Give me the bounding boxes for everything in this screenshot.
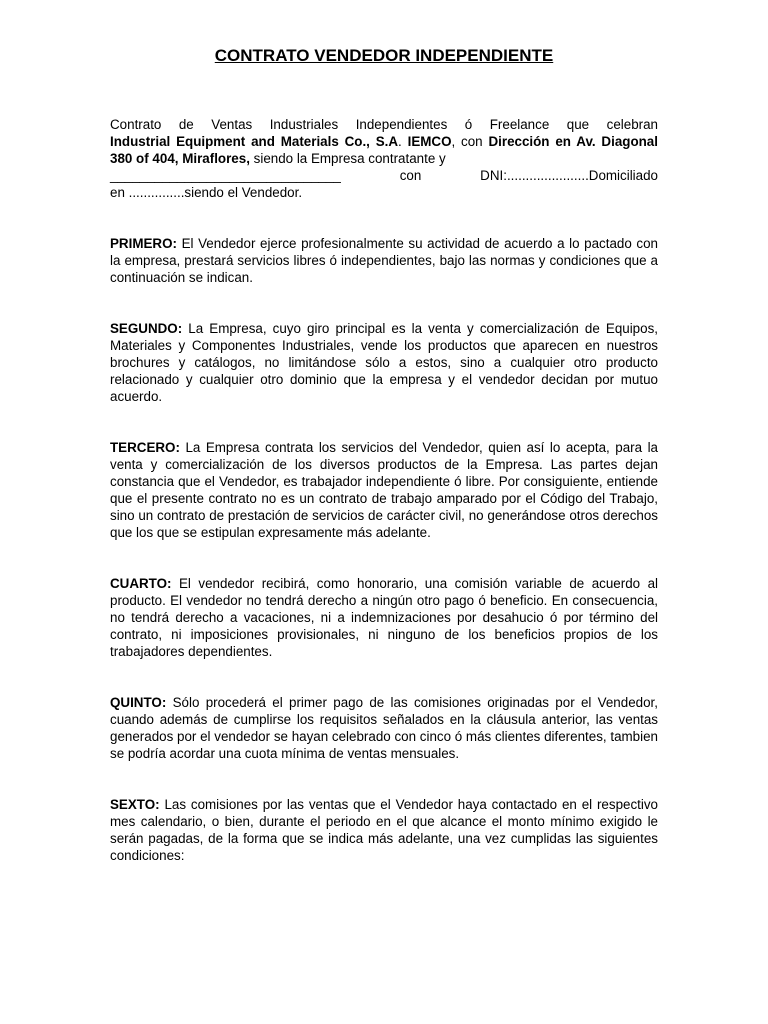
clause-text: La Empresa, cuyo giro principal es la venta y comercialización de Equipos, Materiales y Componentes Industriales, vende los productos que aparecen en nuestros brochures y catálogos, no limitándose sólo a estos, sino a cualquier otro producto relacionado y cualquier otro dominio que la empresa y el vendedor decidan por mutuo acuerdo. bbox=[110, 321, 658, 404]
spacer bbox=[110, 762, 658, 796]
clause-tercero bbox=[110, 439, 658, 541]
intro-lines-2-3 bbox=[110, 133, 658, 167]
spacer bbox=[110, 286, 658, 320]
intro-sep-2: , con bbox=[451, 134, 489, 149]
vendor-name-blank: _______________________________ bbox=[110, 168, 341, 183]
address-label: Dirección en Av. Diagonal 380 of 404, Miraflores, bbox=[110, 134, 658, 166]
spacer bbox=[110, 541, 658, 575]
clause-text: El vendedor recibirá, como honorario, una comisión variable de acuerdo al producto. El vendedor no tendrá derecho a ningún otro pago ó beneficio. En consecuencia, no tendrá derecho a vacaciones, ni a indemnizaciones por desahucio ó por término del contrato, ni imposiciones provisionales, ni ninguno de los beneficios propios de los trabajadores dependientes. bbox=[110, 576, 658, 659]
clause-text: El Vendedor ejerce profesionalmente su actividad de acuerdo a lo pactado con la empresa, prestará servicios libres ó independientes, bajo las normas y condiciones que a continuación se indican. bbox=[110, 236, 658, 285]
clause-segundo bbox=[110, 320, 658, 405]
company-abbr: IEMCO bbox=[407, 134, 452, 149]
clause-text: La Empresa contrata los servicios del Vendedor, quien así lo acepta, para la venta y comercialización de los diversos productos de la Empresa. Las partes dejan constancia que el Vendedor, es trabajador independiente ó libre. Por consiguiente, entiende que el presente contrato no es un contrato de trabajo amparado por el Código del Trabajo, sino un contrato de prestación de servicios de carácter civil, no generándose otros derechos que los que se estipulan expresamente más adelante. bbox=[110, 440, 658, 540]
clause-label: TERCERO: bbox=[110, 440, 180, 455]
intro-sep-1: . bbox=[398, 134, 408, 149]
spacer bbox=[110, 405, 658, 439]
clause-primero bbox=[110, 235, 658, 286]
intro-line-1: Contrato de Ventas Industriales Independientes ó Freelance que celebran bbox=[110, 117, 658, 132]
clause-label: CUARTO: bbox=[110, 576, 172, 591]
intro-line-4 bbox=[110, 167, 658, 184]
spacer bbox=[110, 201, 658, 235]
dni-connector: con bbox=[399, 168, 422, 183]
clause-label: QUINTO: bbox=[110, 695, 167, 710]
clause-quinto bbox=[110, 694, 658, 762]
intro-paragraph bbox=[110, 116, 658, 201]
clause-label: SEGUNDO: bbox=[110, 321, 183, 336]
spacer bbox=[110, 67, 658, 116]
intro-after-address: siendo la Empresa contratante y bbox=[249, 151, 446, 166]
company-name: Industrial Equipment and Materials Co., S.A bbox=[110, 134, 399, 149]
clause-text: Sólo procederá el primer pago de las comisiones originadas por el Vendedor, cuando además de cumplirse los requisitos señalados en la cláusula anterior, las ventas generados por el vendedor se hayan celebrado con cinco ó más clientes diferentes, tambien se podría acordar una cuota mínima de ventas mensuales. bbox=[110, 695, 658, 761]
spacer bbox=[110, 660, 658, 694]
clause-cuarto bbox=[110, 575, 658, 660]
clause-label: SEXTO: bbox=[110, 797, 160, 812]
document-title: CONTRATO VENDEDOR INDEPENDIENTE bbox=[214, 46, 554, 65]
dni-field: DNI:......................Domiciliado bbox=[480, 168, 658, 183]
clause-sexto bbox=[110, 796, 658, 864]
intro-line-5: en ...............siendo el Vendedor. bbox=[110, 185, 303, 200]
clause-label: PRIMERO: bbox=[110, 236, 177, 251]
clause-text: Las comisiones por las ventas que el Vendedor haya contactado en el respectivo mes calendario, o bien, durante el periodo en el que alcance el monto mínimo exigido le serán pagadas, de la forma que se indica más adelante, una vez cumplidas las siguientes condiciones: bbox=[110, 797, 658, 863]
